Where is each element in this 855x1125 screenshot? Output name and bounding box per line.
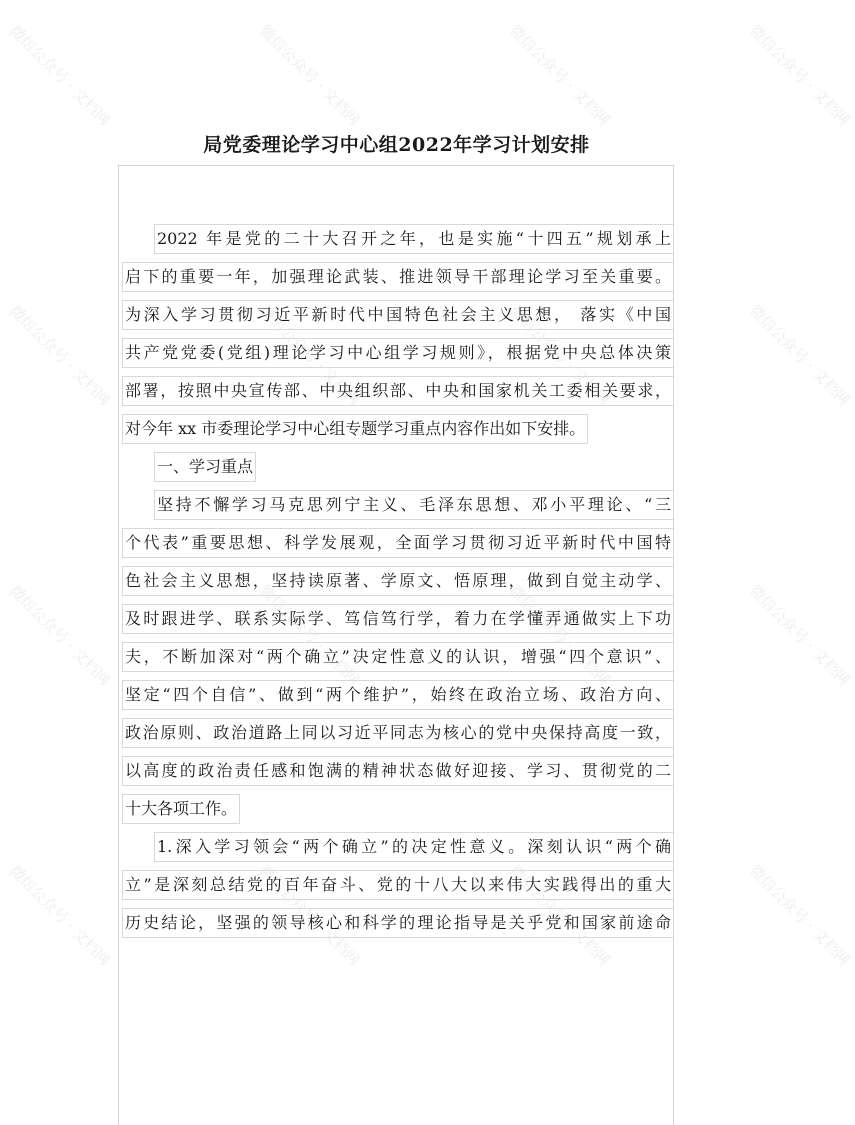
watermark-text: 微信公众号 · 文档网 — [5, 581, 114, 690]
text-line-content: 十大各项工作。 — [122, 794, 240, 824]
watermark-text: 微信公众号 · 文档网 — [255, 21, 364, 130]
text-line-content: 1.深入学习领会“两个确立”的决定性意义。深刻认识“两个确 — [154, 832, 674, 862]
text-line — [122, 224, 674, 254]
text-line-content: 一、学习重点 — [154, 452, 256, 482]
text-line — [122, 566, 674, 596]
text-line — [122, 908, 674, 938]
watermark-text: 微信公众号 · 文档网 — [5, 861, 114, 970]
text-line-content: 及时跟进学、联系实际学、笃信笃行学，着力在学懂弄通做实上下功 — [122, 604, 674, 634]
document-body — [122, 224, 674, 946]
text-line-content: 坚持不懈学习马克思列宁主义、毛泽东思想、邓小平理论、“三 — [154, 490, 674, 520]
text-line-content: 2022 年是党的二十大召开之年，也是实施“十四五”规划承上 — [154, 224, 674, 254]
text-line-content: 共产党党委(党组)理论学习中心组学习规则》，根据党中央总体决策 — [122, 338, 674, 368]
text-line-content: 夫，不断加深对“两个确立”决定性意义的认识，增强“四个意识”、 — [122, 642, 674, 672]
text-line-content: 色社会主义思想，坚持读原著、学原文、悟原理，做到自觉主动学、 — [122, 566, 674, 596]
text-line — [122, 642, 674, 672]
text-line-content: 为深入学习贯彻习近平新时代中国特色社会主义思想， 落实《中国 — [122, 300, 674, 330]
text-line — [122, 414, 674, 444]
watermark-text: 微信公众号 · 文档网 — [505, 581, 614, 690]
text-line — [122, 794, 674, 824]
text-line-content: 部署，按照中央宣传部、中央组织部、中央和国家机关工委相关要求， — [122, 376, 674, 406]
text-line-content: 立”是深刻总结党的百年奋斗、党的十八大以来伟大实践得出的重大 — [122, 870, 674, 900]
text-line — [122, 832, 674, 862]
text-line-content: 坚定“四个自信”、做到“两个维护”，始终在政治立场、政治方向、 — [122, 680, 674, 710]
watermark-text: 微信公众号 · 文档网 — [745, 861, 854, 970]
watermark-text: 微信公众号 · 文档网 — [505, 861, 614, 970]
text-line — [122, 300, 674, 330]
watermark-text: 微信公众号 · 文档网 — [5, 301, 114, 410]
watermark-text: 微信公众号 · 文档网 — [505, 301, 614, 410]
text-line — [122, 338, 674, 368]
text-line — [122, 262, 674, 292]
watermark-text: 微信公众号 · 文档网 — [255, 581, 364, 690]
text-line — [122, 718, 674, 748]
text-line-content: 以高度的政治责任感和饱满的精神状态做好迎接、学习、贯彻党的二 — [122, 756, 674, 786]
watermark-text: 微信公众号 · 文档网 — [505, 21, 614, 130]
text-line — [122, 452, 674, 482]
watermark-text: 微信公众号 · 文档网 — [5, 21, 114, 130]
text-line — [122, 490, 674, 520]
watermark-text: 微信公众号 · 文档网 — [745, 301, 854, 410]
text-line — [122, 604, 674, 634]
text-line — [122, 680, 674, 710]
watermark-text: 微信公众号 · 文档网 — [745, 21, 854, 130]
watermark-text: 微信公众号 · 文档网 — [255, 301, 364, 410]
text-line-content: 个代表”重要思想、科学发展观，全面学习贯彻习近平新时代中国特 — [122, 528, 674, 558]
text-line-content: 启下的重要一年，加强理论武装、推进领导干部理论学习至关重要。 — [122, 262, 674, 292]
text-line — [122, 756, 674, 786]
text-line — [122, 870, 674, 900]
watermark-text: 微信公众号 · 文档网 — [745, 581, 854, 690]
watermark-text: 微信公众号 · 文档网 — [255, 861, 364, 970]
text-line — [122, 528, 674, 558]
text-line-content: 政治原则、政治道路上同以习近平同志为核心的党中央保持高度一致， — [122, 718, 674, 748]
text-line — [122, 376, 674, 406]
document-title: 局党委理论学习中心组2022年学习计划安排 — [203, 134, 590, 156]
text-line-content: 历史结论，坚强的领导核心和科学的理论指导是关乎党和国家前途命 — [122, 908, 674, 938]
text-line-content: 对今年 xx 市委理论学习中心组专题学习重点内容作出如下安排。 — [122, 414, 588, 444]
